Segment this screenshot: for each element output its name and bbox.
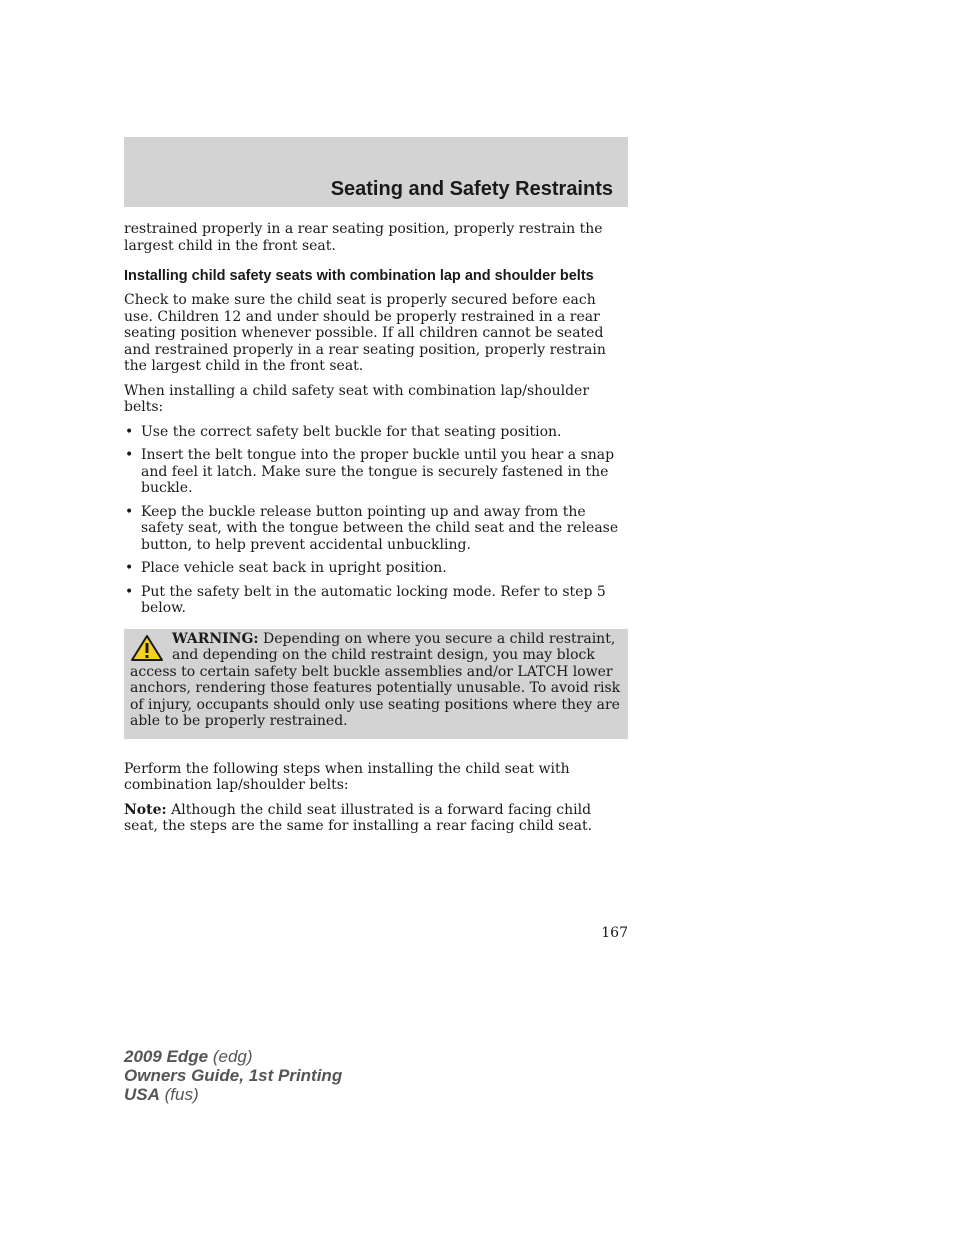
- page-title: Seating and Safety Restraints: [330, 178, 613, 200]
- page-number: 167: [601, 925, 628, 941]
- footer-model-code: (edg): [208, 1047, 253, 1066]
- header-band: [124, 137, 628, 207]
- section-paragraph-2: When installing a child safety seat with combination lap/shoulder belts:: [124, 382, 590, 415]
- warning-box: [124, 629, 628, 739]
- footer-line-1: [124, 1047, 342, 1066]
- footer-market-code: (fus): [159, 1085, 199, 1104]
- footer: [124, 1047, 342, 1104]
- footer-edition: Owners Guide, 1st Printing: [124, 1066, 343, 1085]
- list-item: [124, 447, 628, 497]
- steps-intro: Perform the following steps when installing the child seat with combination lap/shoulder belts:: [124, 760, 570, 793]
- intro-paragraph: restrained properly in a rear seating position, properly restrain the largest child in the front seat.: [124, 221, 603, 254]
- bullet-icon: •: [125, 423, 134, 440]
- bullet-icon: •: [125, 447, 134, 463]
- note-paragraph: [124, 802, 628, 835]
- section-heading: Installing child safety seats with combination lap and shoulder belts: [124, 268, 594, 284]
- warning-text: Depending on where you secure a child restraint, and depending on the child restraint design, you may block access to certain safety belt buckle assemblies and/or LATCH lower anchors, rendering those features potentially unusable. To avoid risk of injury, occupants should only use seating positions where they are able to be properly restrained.: [130, 630, 621, 729]
- footer-market: USA: [124, 1085, 160, 1104]
- note-label: Note:: [124, 801, 167, 818]
- section-paragraph-1: Check to make sure the child seat is properly secured before each use. Children 12 and under should be properly restrained in a rear seating position whenever possible. If all children cannot be seated and restrained properly in a rear seating position, properly restrain the largest child in the front seat.: [124, 292, 606, 374]
- list-item: [124, 504, 628, 554]
- list-item-text: Place vehicle seat back in upright position.: [141, 560, 447, 576]
- bullet-list: [124, 424, 628, 617]
- list-item: [124, 584, 628, 617]
- list-item-text: Put the safety belt in the automatic locking mode. Refer to step 5 below.: [141, 583, 606, 616]
- list-item: [124, 424, 628, 441]
- bullet-icon: •: [125, 560, 134, 576]
- warning-label: WARNING:: [172, 630, 259, 647]
- page-content: [124, 221, 628, 843]
- footer-line-3: [124, 1085, 342, 1104]
- bullet-icon: •: [125, 503, 134, 520]
- list-item-text: Use the correct safety belt buckle for that seating position.: [141, 423, 562, 440]
- note-text: Although the child seat illustrated is a forward facing child seat, the steps are the same for installing a rear facing child seat.: [124, 801, 593, 834]
- list-item-text: Insert the belt tongue into the proper buckle until you hear a snap and feel it latch. Make sure the tongue is securely fastened in the buckle.: [141, 447, 615, 496]
- list-item: [124, 560, 628, 577]
- list-item-text: Keep the buckle release button pointing up and away from the safety seat, with the tongue between the child seat and the release button, to help prevent accidental unbuckling.: [141, 503, 619, 553]
- bullet-icon: •: [125, 583, 134, 600]
- footer-line-2: [124, 1066, 342, 1085]
- footer-model: 2009 Edge: [124, 1047, 209, 1066]
- warning-triangle-icon: [130, 634, 164, 662]
